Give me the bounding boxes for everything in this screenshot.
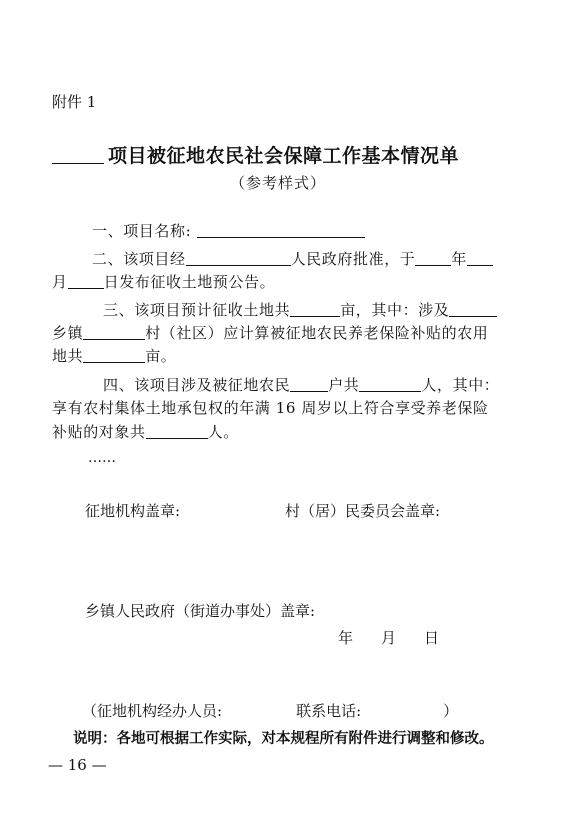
farmland-blank (83, 348, 145, 363)
day-blank (68, 274, 104, 289)
ellipsis: …… (88, 450, 116, 466)
contact-line (82, 700, 458, 721)
household-blank (290, 377, 328, 392)
item-3-text-c: 乡镇 (52, 324, 84, 342)
contact-open-paren: （ (82, 702, 98, 720)
item-4-text-e: 补贴的对象共 (52, 423, 146, 441)
item-4-line-3 (52, 421, 239, 442)
year-blank (415, 251, 451, 266)
item-2-year-text: 年 (451, 250, 468, 268)
acquisition-agency-seal-label: 征地机构盖章: (85, 502, 181, 520)
subtitle: （参考样式） (230, 174, 327, 192)
item-3-line-3 (52, 345, 176, 366)
date-day: 日 (424, 629, 440, 647)
item-1-line (92, 220, 365, 241)
month-blank-a (467, 251, 493, 266)
item-4-text-c: 人，其中： (421, 376, 500, 394)
item-4-line-2 (52, 397, 489, 418)
item-3-text-e: 地共 (52, 347, 84, 365)
eligible-count-blank (146, 424, 208, 439)
government-blank (186, 251, 291, 266)
phone-label: 联系电话: (296, 702, 362, 720)
item-3-line (103, 299, 497, 320)
land-total-blank (290, 302, 340, 317)
attachment-label: 附件 1 (52, 93, 97, 111)
item-3-line-2 (52, 322, 488, 343)
village-committee-seal-label: 村（居）民委员会盖章: (285, 502, 441, 520)
contact-close-paren: ） (443, 702, 459, 720)
date-year: 年 (338, 629, 354, 647)
item-1-label: 一、项目名称: (92, 222, 192, 240)
item-4-text-b: 户共 (328, 376, 360, 394)
title-text: 项目被征地农民社会保障工作基本情况单 (108, 145, 460, 167)
item-2-text-a: 二、该项目经 (92, 250, 186, 268)
item-2-month-text: 月 (52, 273, 68, 291)
item-2-text-b: 人民政府批准，于 (290, 250, 416, 268)
item-3-text-f: 亩。 (145, 347, 177, 365)
document-title (52, 141, 459, 168)
item-4-text-a: 四、该项目涉及被征地农民 (103, 376, 291, 394)
item-2-line-2 (52, 271, 275, 292)
item-3-text-b: 亩，其中：涉及 (340, 301, 450, 319)
item-2-line (92, 248, 493, 269)
item-3-text-a: 三、该项目预计征收土地共 (103, 301, 291, 319)
township-count-blank (449, 302, 497, 317)
item-2-text-e: 日发布征收土地预公告。 (103, 273, 276, 291)
item-4-text-f: 人。 (207, 423, 239, 441)
item-3-text-d: 村（社区）应计算被征地农民养老保险补贴的农用 (145, 324, 489, 342)
project-name-field (197, 223, 365, 238)
explanation-note: 说明：各地可根据工作实际，对本规程所有附件进行调整和修改。 (73, 731, 494, 747)
item-4-line (103, 374, 499, 395)
township-government-seal-label: 乡镇人民政府（街道办事处）盖章: (85, 602, 316, 620)
signature-date (338, 627, 439, 648)
project-name-blank (52, 147, 104, 164)
village-count-blank (83, 325, 145, 340)
item-4-text-d: 享有农村集体土地承包权的年满 16 周岁以上符合享受养老保险 (52, 399, 489, 417)
date-month: 月 (381, 629, 397, 647)
page-number: — 16 — (48, 756, 107, 774)
handler-label: 征地机构经办人员: (97, 702, 223, 720)
people-blank (359, 377, 421, 392)
